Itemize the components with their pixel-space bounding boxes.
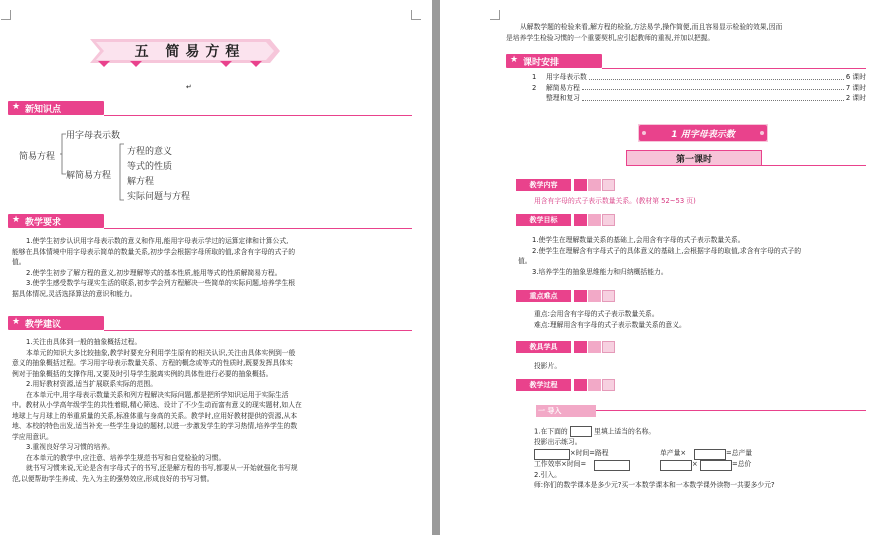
star-icon: ★ <box>12 317 21 327</box>
schedule-list <box>532 72 866 104</box>
process-text <box>534 426 866 491</box>
text-line: 例对于抽象概括的支撑作用,又要及时引导学生脱离实例的具体性进行必要的抽象概括。 <box>12 369 273 378</box>
step-label: 一 导入 <box>538 407 562 415</box>
crop-mark <box>1 10 11 20</box>
text-line: 地、本校的特色出发,适当补充一些学生身边的题材,以进一步激发学生的学习热情,培养学生的数 <box>12 422 298 430</box>
section-header-requirements: ★ 教学要求 <box>8 214 412 229</box>
section-header-suggestions: ★ 教学建议 <box>8 316 412 331</box>
tree-leaf: 解方程 <box>127 177 155 187</box>
step-bar <box>536 405 866 417</box>
text-line: 据具体情况,灵活选择算法的意识和能力。 <box>12 289 137 298</box>
text-line: 地球上与月球上的举重质量的关系,标准体重与身高的关系。教学时,应用好教材提供的资源,从本 <box>12 411 298 420</box>
suggestions-text <box>12 337 412 484</box>
lesson-title: 第一课时 <box>675 155 712 165</box>
left-page <box>0 0 432 535</box>
tree-leaf: 等式的性质 <box>127 162 173 172</box>
tree-leaf: 实际问题与方程 <box>127 192 191 202</box>
star-icon: ★ <box>12 102 21 112</box>
text-line: 2.使学生在理解含有字母式子的具体意义的基础上,会根据字母的取值,求含有字母的式子的 <box>532 246 802 255</box>
content-text: 用含有字母的式子表示数量关系。(教材第 52~53 页) <box>534 197 696 205</box>
blank-box <box>700 460 732 471</box>
formula-line: 工作效率×时间= × =总价 <box>534 459 866 470</box>
schedule-row: 1 用字母表示数 6 课时 <box>532 73 866 81</box>
key-text <box>534 309 686 330</box>
text-line: 3.使学生感受数学与现实生活的联系,初步学会列方程解决一些简单的实际问题,培养学生根 <box>26 279 296 287</box>
text-line: 值。 <box>12 258 26 266</box>
text-line: 本单元的知识大多比较抽象,教学时要充分利用学生原有的相关认识,关注由具体实例到一般 <box>26 348 296 357</box>
text-line: 2.引入。 <box>534 470 561 479</box>
tree-branch-2: 解简易方程 <box>66 171 112 181</box>
unit-banner <box>638 124 768 142</box>
text-line: 师:你们的数学课本是多少元?买一本数学课本和一本数学课外读物一共要多少元? <box>534 481 775 489</box>
right-page: 从解数学题的检验来看,解方程的检验,方法易学,操作简便,而且容易显示检验的效果,因而 是培养学生检验习惯的一个重要契机,应引起教师的重视,并加以把握。 ★ 课时安排 1 用字母表示数 6 课时 2 解简易方程 7 课时 整理和复习 2 课时 1 用字母表示数 第一课时 教学内容 用含有字母的式子表示数量关系。(教材第 52~53 页) 教学目标 1.使学生在理解数量关系的基础上,会用含有字母的式子表示数量关系。 2.使学生在理解含有字母式子的具体意义的基础上,会根据字母的取值,求含有字母的式子的 值。 3.培养学生的抽象思维能力和归纳概括能力。 重点难点 重点:会用含有字母的式子表示数量关系。 难点:理解用含有字母的式子表示数量关系的意义。 教具学具 投影片。 教学过程 一 导入 1.在下面的 里填上适当的名称。 投影出示练习。 ×时间=路程 单产量× =总产量 工作效率×时间= × =总价 2.引入。 师:你们的数学课本是多少元?买一本数学课本和一本数学课外读物一共要多少元? <box>440 0 870 535</box>
unit-title: 1 用字母表示数 <box>671 130 735 140</box>
text-line: 1.在下面的 里填上适当的名称。 <box>534 427 656 436</box>
lesson-banner <box>626 150 762 166</box>
text-line: 1.使学生在理解数量关系的基础上,会用含有字母的式子表示数量关系。 <box>532 236 745 244</box>
text-line: 就书写习惯来说,无论是含有字母式子的书写,还是解方程的书写,都要从一开始就强化书写规 <box>26 464 298 472</box>
crop-mark <box>411 10 421 20</box>
formula-line: ×时间=路程 单产量× =总产量 <box>534 448 866 459</box>
blank-box <box>570 426 592 437</box>
text-line: 能够在具体情境中用字母表示简单的数量关系,初步学会根据字母所取的值,求含有字母的式子的 <box>12 247 295 256</box>
schedule-row: 2 解简易方程 7 课时 <box>532 83 866 92</box>
paragraph-mark: ↵ <box>186 83 192 91</box>
schedule-row: 整理和复习 2 课时 <box>546 94 866 102</box>
chapter-title: 五 简易方程 <box>134 44 246 60</box>
text-line: 重点:会用含有字母的式子表示数量关系。 <box>534 310 659 318</box>
blank-box <box>594 460 630 471</box>
star-icon: ★ <box>510 55 519 65</box>
section-header-new-points: ★ 新知识点 <box>8 101 412 116</box>
text-line: 从解数学题的检验来看,解方程的检验,方法易学,操作简便,而且容易显示检验的效果,因而 <box>520 23 783 31</box>
text-line: 意义的抽象概括过程。学习用字母表示数量关系、方程的概念或等式的性质时,既要发挥具体实 <box>12 359 293 367</box>
text-line: 中。教材从小学高年级学生的共性着眼,精心筛选、设计了不少生动而富有意义的现实题材,如人在 <box>12 401 302 409</box>
intro-text <box>506 22 866 43</box>
text-line: 在本单元中,用字母表示数量关系和列方程解决实际问题,都是把所学知识运用于实际生活 <box>26 390 289 399</box>
section-header-schedule: ★ 课时安排 <box>506 54 866 69</box>
text-line: 2.使学生初步了解方程的意义,初步理解等式的基本性质,能用等式的性质解简易方程。 <box>26 268 282 277</box>
text-line: 投影出示练习。 <box>534 438 582 446</box>
text-line: 学应用意识。 <box>12 432 53 441</box>
text-line: 2.用好教材资源,适当扩展联系实际的范围。 <box>26 380 157 388</box>
blank-box <box>660 460 692 471</box>
crop-mark <box>490 10 500 20</box>
text-line: 3.培养学生的抽象思维能力和归纳概括能力。 <box>532 267 668 276</box>
tools-text: 投影片。 <box>534 362 562 370</box>
tree-leaf: 方程的意义 <box>127 147 173 157</box>
chapter-title-banner <box>90 35 280 67</box>
tree-branch-1: 用字母表示数 <box>66 131 121 141</box>
lesson-rule <box>762 165 866 166</box>
requirements-text <box>12 236 412 299</box>
text-line: 是培养学生检验习惯的一个重要契机,应引起教师的重视,并加以把握。 <box>506 33 715 42</box>
text-line: 1.关注由具体到一般的抽象概括过程。 <box>26 338 142 346</box>
text-line: 1.使学生初步认识用字母表示数的意义和作用,能用字母表示学过的运算定律和计算公式, <box>26 237 289 245</box>
text-line: 在本单元的教学中,应注意、培养学生规范书写和自觉检验的习惯。 <box>26 453 226 462</box>
star-icon: ★ <box>12 215 21 225</box>
tree-root: 简易方程 <box>19 152 56 162</box>
text-line: 值。 <box>518 257 532 265</box>
text-line: 难点:理解用含有字母的式子表示数量关系的意义。 <box>534 320 686 329</box>
text-line: 范,以便帮助学生养成、先入为主的强势效应,形成良好的书写习惯。 <box>12 474 214 483</box>
text-line: 3.重视良好学习习惯的培养。 <box>26 443 115 451</box>
goals-text <box>518 235 866 277</box>
